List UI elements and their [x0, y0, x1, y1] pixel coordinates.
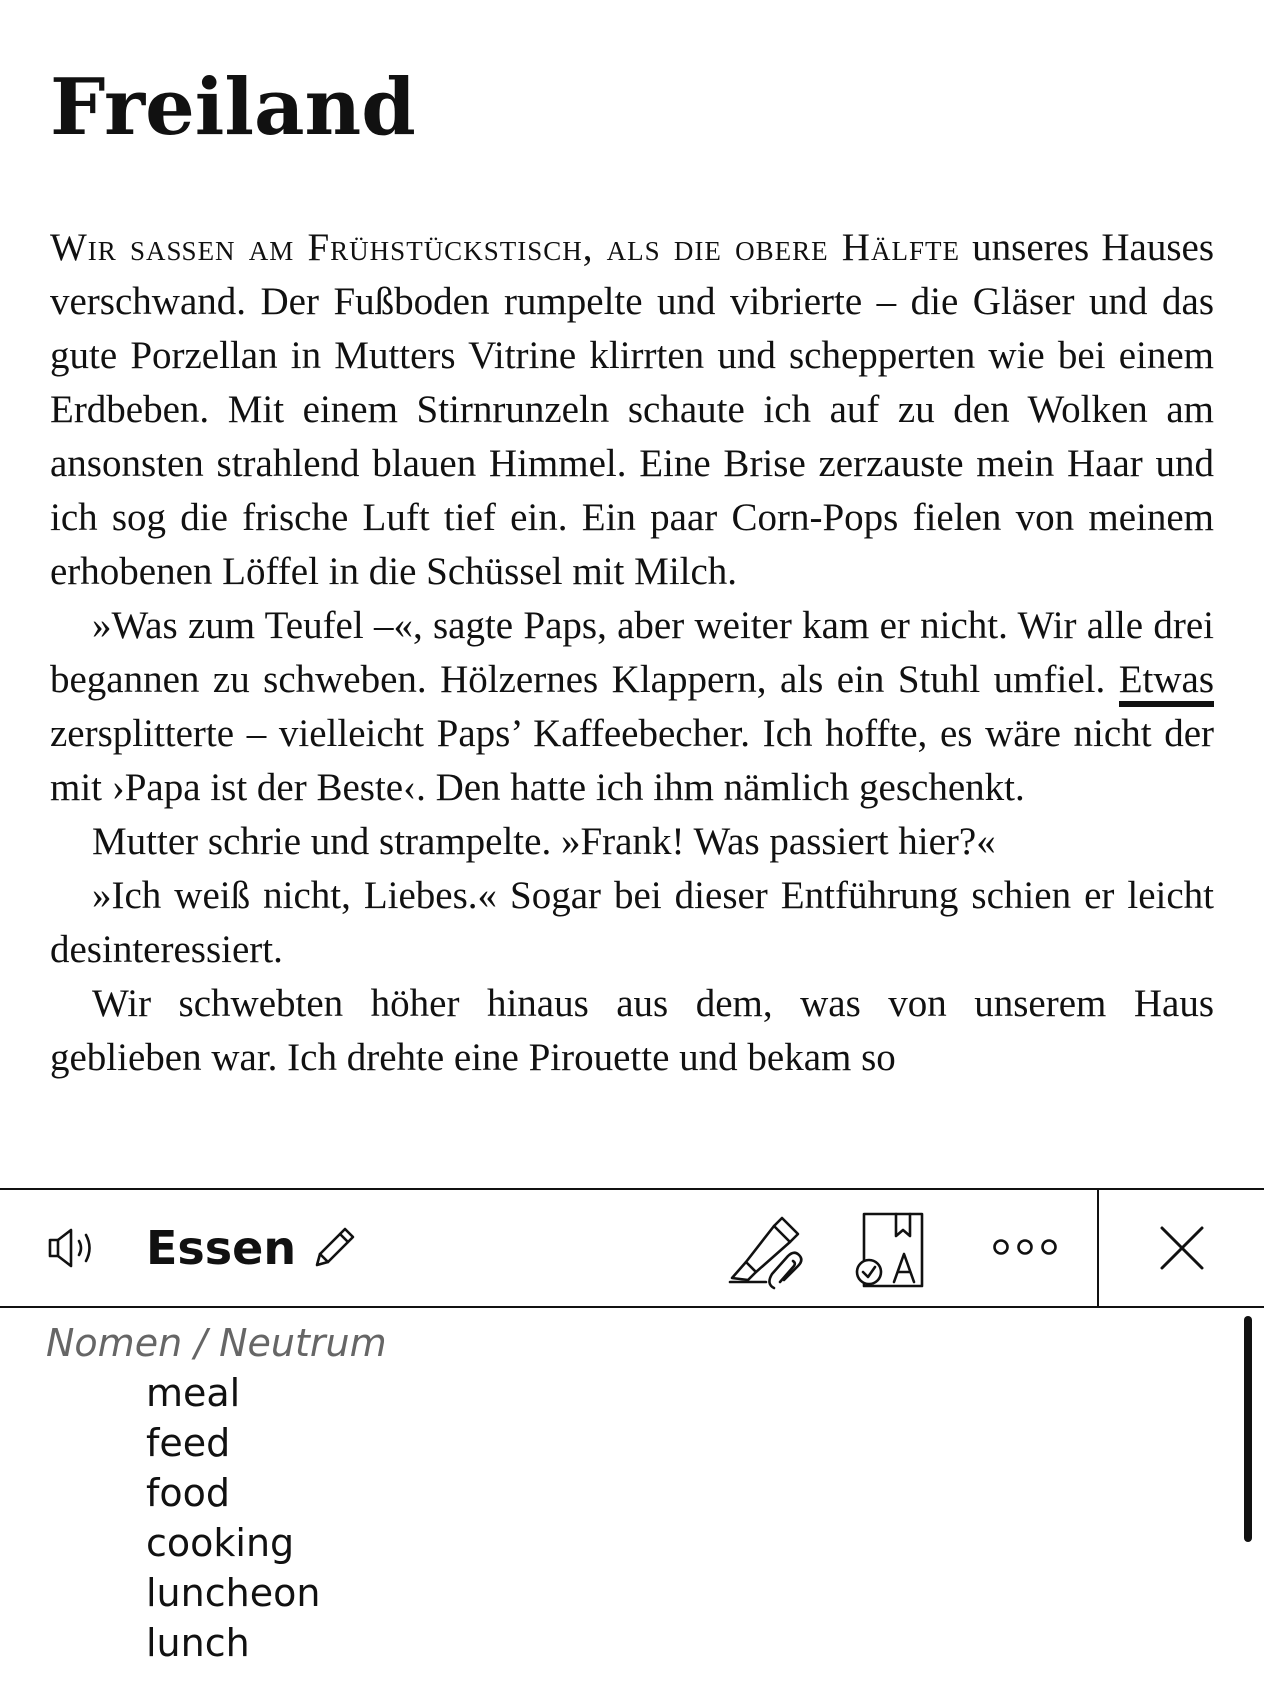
paragraph-4[interactable]: »Ich weiß nicht, Liebes.« Sogar bei dieser Entführung schien er leicht desinteressiert.: [50, 874, 1214, 971]
book-text[interactable]: [50, 221, 1214, 1085]
dictionary-scrollbar[interactable]: [1244, 1316, 1252, 1542]
chapter-title: Freiland: [50, 62, 416, 153]
translation-item: lunch: [146, 1621, 250, 1665]
dictionary-toolbar: [0, 1190, 1264, 1308]
paragraph-2-before[interactable]: »Was zum Teufel –«, sagte Paps, aber weiter kam er nicht. Wir alle drei begannen zu schweben. Hölzernes Klappern, als ein Stuhl umfiel.: [50, 604, 1214, 701]
dictionary-content[interactable]: [0, 1308, 1264, 1682]
speaker-icon[interactable]: [40, 1220, 110, 1276]
dictionary-icon[interactable]: [852, 1210, 932, 1290]
translation-list: [146, 1368, 320, 1668]
paragraph-1-text[interactable]: unseres Hauses verschwand. Der Fußboden rumpelte und vibrierte – die Gläser und das gute Porzellan in Mutters Vitrine klirrten und schepperten wie bei einem Erdbeben. Mit einem Stirnrunzeln schaute ich auf zu den Wolken am ansonsten strahlend blauen Himmel. Eine Brise zerzauste mein Haar und ich sog die frische Luft tief ein. Ein paar Corn-Pops fielen von meinem erhobenen Löffel in die Schüssel mit Milch.: [50, 226, 1214, 593]
translation-item: luncheon: [146, 1571, 321, 1615]
paragraph-5[interactable]: Wir schwebten höher hinaus aus dem, was von unserem Haus geblieben war. Ich drehte eine Pirouette und bekam so: [50, 982, 1214, 1079]
translation-item: meal: [146, 1371, 241, 1415]
translation-item: feed: [146, 1421, 231, 1465]
paragraph-2[interactable]: [50, 599, 1214, 815]
part-of-speech: Nomen / Neutrum: [46, 1321, 387, 1365]
paragraph-3[interactable]: Mutter schrie und strampelte. »Frank! Was passiert hier?«: [92, 820, 996, 863]
more-dots-icon[interactable]: [990, 1230, 1062, 1264]
pencil-icon[interactable]: [302, 1216, 366, 1280]
close-icon[interactable]: [1150, 1216, 1214, 1280]
highlighter-icon[interactable]: [726, 1212, 810, 1292]
paragraph-1-lead[interactable]: Wir saßen am Frühstückstisch, als die obere Hälfte: [50, 226, 960, 269]
text-fade-overlay: [0, 1132, 1264, 1188]
translation-item: cooking: [146, 1521, 295, 1565]
translation-item: food: [146, 1471, 230, 1515]
toolbar-divider: [1097, 1190, 1099, 1306]
paragraph-2-after[interactable]: zersplitterte – vielleicht Paps’ Kaffeebecher. Ich hoffte, es wäre nicht der mit ›Papa ist der Beste‹. Den hatte ich ihm nämlich geschenkt.: [50, 712, 1214, 809]
dictionary-headword: Essen: [146, 1221, 297, 1275]
paragraph-1[interactable]: [50, 221, 1214, 599]
dictionary-panel: [0, 1188, 1264, 1682]
selected-word[interactable]: Etwas: [1119, 658, 1214, 707]
